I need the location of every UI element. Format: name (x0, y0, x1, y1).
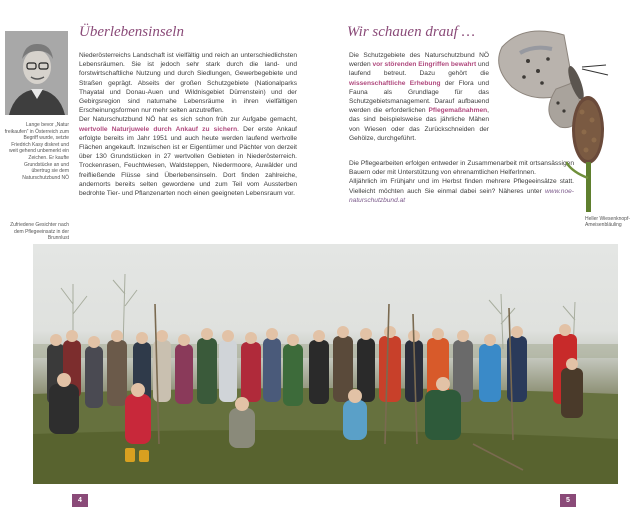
right-body-text-bottom (349, 159, 574, 205)
text-span: Alljährlich im Frühjahr und im Herbst finden mehrere Pflegeeinsätze statt. Vielleicht möchten auch Sie einmal dabei sein? Näheres unter (349, 178, 574, 195)
highlight-eingriffe: vor störenden Eingriffen bewahrt (372, 61, 477, 69)
text-span: , das sind beispielsweise das jährliche Mähen von Wiesen oder das Zurückschneiden der Gehölze, durchgeführt. (349, 107, 489, 142)
page-number-right: 5 (560, 494, 576, 507)
portrait-photo (5, 31, 68, 115)
photo-caption: Zufriedene Gesichter nach dem Pflegeeinsatz in der Brunnlust (10, 222, 69, 242)
right-paragraph-1 (349, 51, 489, 143)
page-number-left: 4 (72, 494, 88, 507)
plant-caption: Heller Wiesenknopf-Ameisenbläuling (585, 216, 631, 229)
text-span: Der Naturschutzbund NÖ hat es sich schon früh zur Aufgabe gemacht, (79, 116, 297, 124)
right-body-text-top (349, 51, 489, 143)
heading-ueberlebensinseln: Überlebensinseln (79, 24, 184, 40)
wiesenknopf-flower-image (566, 92, 616, 212)
highlight-pflegemassnahmen: Pflegemaßnahmen (428, 107, 488, 115)
text-span: Die Schutzgebiete des Naturschutzbund NÖ werden (349, 52, 489, 69)
text-span: . Der erste Ankauf erfolgte bereits im Jahr 1951 und auch heute werden laufend wertvolle Flächen angekauft. Inzwischen ist er Eigentümer und Pächter von derzeit über 130 Grundstücken in 27 wertvollen Gebieten in Niederösterreich. Trockenrasen, Feuchtwiesen, Waldsteppen, Niedermoore, Auwälder und freifließende Flüsse sind Überlebensinseln. Dort finden zahlreiche, andernorts bereits selten gewordene und zum Teil vom Aussterben bedrohte Tier- und Pflanzenarten noch einen geeigneten Lebensraum vor. (79, 125, 297, 198)
website-link[interactable]: www.noe-naturschutzbund.at (349, 187, 574, 204)
highlight-ankauf: wertvolle Naturjuwele durch Ankauf zu sichern (79, 125, 238, 133)
left-body-text (79, 51, 297, 198)
right-paragraph-2: Die Pflegearbeiten erfolgen entweder in Zusammenarbeit mit ortsansässigen Bauern oder mit Unterstützung von ehrenamtlichen HelferInnen. (349, 160, 574, 177)
left-paragraph-2 (79, 115, 297, 198)
highlight-erhebung: wissenschaftliche Erhebung (349, 79, 441, 87)
text-span: der Flora und Fauna als Grundlage für das Schutzgebietsmanagement. Darauf aufbauend werden die erforderlichen (349, 79, 489, 115)
right-paragraph-3 (349, 177, 574, 205)
portrait-caption: Lange bevor „Natur freikaufen“ in Österreich zum Begriff wurde, setzte Friedrich Kasy diskret und weit gehend unbemerkt ein Zeichen. Er kaufte Grundstücke an und übertrug sie dem Naturschutzbund NÖ (4, 122, 69, 181)
text-span: und laufend betreut. Dazu gehört die (349, 61, 489, 78)
group-photo (33, 244, 618, 484)
heading-wir-schauen-drauf: Wir schauen drauf … (347, 24, 475, 40)
left-paragraph-1: Niederösterreichs Landschaft ist vielfältig und reich an unterschiedlichsten Lebensräumen. Sie ist jedoch sehr stark durch die land- und forstwirtschaftliche Nutzung und durch Siedlungen, Gewerbegebiete und Straßen geprägt. Abseits der großen Schutzgebiete (Nationalparks Thayatal und Donau-Auen und Wildnisgebiet Dürrenstein) und der Gebirgsregion sind naturnahe Lebensräume in ihren vielfältigen Erscheinungsformen nur mehr selten anzutreffen. (79, 52, 297, 115)
